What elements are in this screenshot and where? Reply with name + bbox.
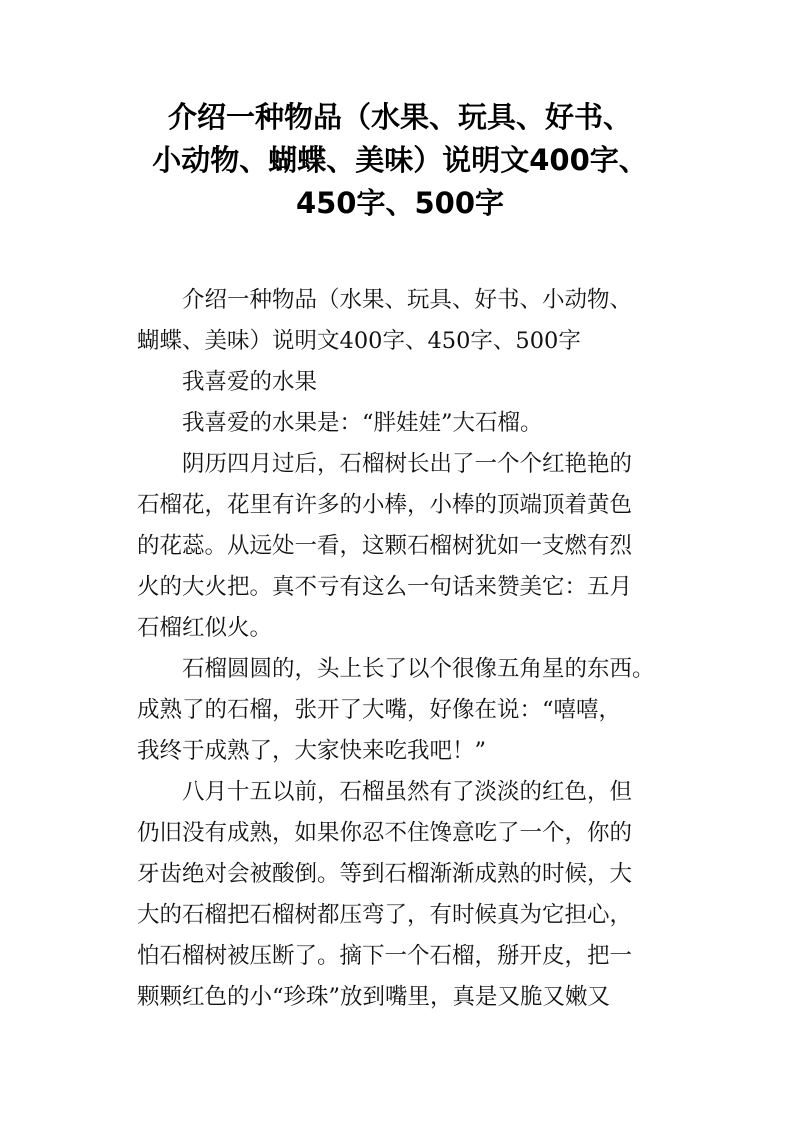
paragraph-blossom bbox=[137, 444, 677, 649]
document-title bbox=[60, 96, 740, 225]
text-line: 仍旧没有成熟，如果你忍不住馋意吃了一个，你的 bbox=[137, 820, 633, 846]
paragraph-ripening bbox=[137, 772, 677, 1018]
text-line: 牙齿绝对会被酸倒。等到石榴渐渐成熟的时候，大 bbox=[137, 861, 633, 887]
text-line: 八月十五以前，石榴虽然有了淡淡的红色，但 bbox=[182, 779, 633, 805]
text-line: 大的石榴把石榴树都压弯了，有时候真为它担心， bbox=[137, 902, 633, 928]
text-line: 颗颗红色的小“珍珠”放到嘴里，真是又脆又嫩又 bbox=[137, 984, 611, 1010]
title-line: 小动物、蝴蝶、美味）说明文400字、 bbox=[152, 143, 648, 177]
title-line: 450字、500字 bbox=[295, 186, 505, 220]
text-line: 介绍一种物品（水果、玩具、好书、小动物、 bbox=[182, 287, 633, 313]
paragraph-intro bbox=[137, 280, 677, 362]
text-line: 成熟了的石榴，张开了大嘴，好像在说：“嘻嘻， bbox=[137, 697, 622, 723]
text-line: 石榴圆圆的，头上长了以个很像五角星的东西。 bbox=[182, 656, 655, 682]
paragraph-favorite bbox=[137, 403, 677, 444]
text-line: 的花蕊。从远处一看，这颗石榴树犹如一支燃有烈 bbox=[137, 533, 633, 559]
text-line: 怕石榴树被压断了。摘下一个石榴，掰开皮，把一 bbox=[137, 943, 633, 969]
text-line: 石榴红似火。 bbox=[137, 615, 273, 641]
text-line: 阴历四月过后，石榴树长出了一个个红艳艳的 bbox=[182, 451, 633, 477]
text-line: 火的大火把。真不亏有这么一句话来赞美它：五月 bbox=[137, 574, 633, 600]
paragraph-subtitle bbox=[137, 362, 677, 403]
title-line: 介绍一种物品（水果、玩具、好书、 bbox=[167, 100, 632, 134]
text-line: 石榴花，花里有许多的小棒，小棒的顶端顶着黄色 bbox=[137, 492, 633, 518]
text-line: 蝴蝶、美味）说明文400字、450字、500字 bbox=[137, 328, 581, 354]
document-body bbox=[137, 280, 677, 1018]
text-line: 我喜爱的水果 bbox=[182, 369, 318, 395]
text-line: 我终于成熟了，大家快来吃我吧！” bbox=[137, 738, 487, 764]
text-line: 我喜爱的水果是：“胖娃娃”大石榴。 bbox=[182, 410, 543, 436]
paragraph-shape bbox=[137, 649, 677, 772]
